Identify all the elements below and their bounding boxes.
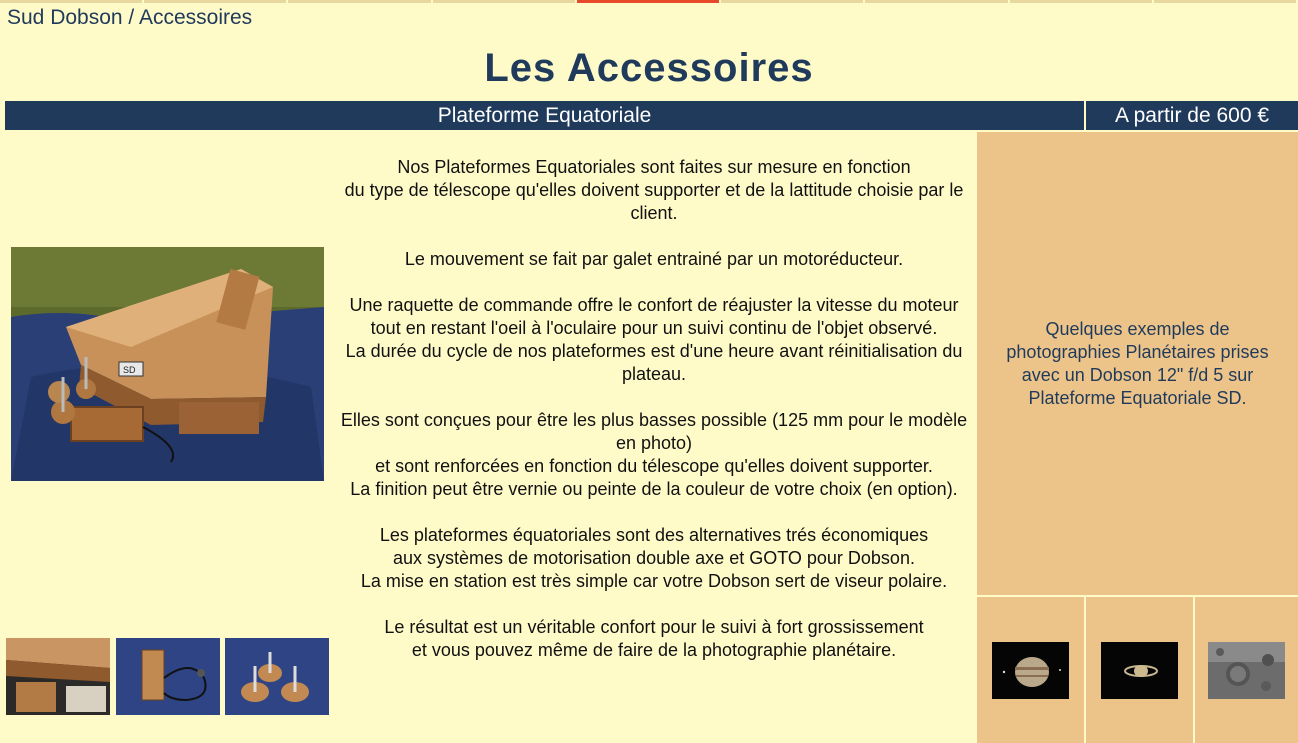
product-price: A partir de 600 € xyxy=(1086,101,1298,130)
description-line: du type de télescope qu'elles doivent supporter et de la lattitude choisie par le client. xyxy=(344,180,964,223)
breadcrumb-current[interactable]: Accessoires xyxy=(138,6,253,29)
description-line: tout en restant l'oeil à l'oculaire pour un suivi continu de l'objet observé. xyxy=(370,318,938,338)
tab-indicator[interactable] xyxy=(1010,0,1154,3)
description-line: Le résultat est un véritable confort pour le suivi à fort grossissement xyxy=(384,617,924,637)
moon-image xyxy=(1208,642,1285,699)
tab-indicator[interactable] xyxy=(1154,0,1298,3)
tab-indicator[interactable] xyxy=(865,0,1009,3)
thumbnail-photo-3[interactable] xyxy=(225,638,329,715)
description-line: Une raquette de commande offre le confort de réajuster la vitesse du moteur xyxy=(349,295,959,315)
thumbnail-photo-2[interactable] xyxy=(116,638,220,715)
breadcrumb xyxy=(7,6,252,30)
description-line: Les plateformes équatoriales sont des alternatives trés économiques xyxy=(379,525,929,545)
saturn-photo[interactable] xyxy=(1101,642,1178,699)
breadcrumb-home-link[interactable]: Sud Dobson xyxy=(7,6,123,29)
top-tab-strip xyxy=(0,0,1298,3)
thumbnail-image xyxy=(116,638,220,715)
tab-indicator[interactable] xyxy=(288,0,432,3)
breadcrumb-separator: / xyxy=(122,6,139,29)
thumbnail-photo-1[interactable] xyxy=(6,638,110,715)
tab-indicator-active[interactable] xyxy=(577,0,721,3)
thumbnail-image xyxy=(225,638,329,715)
page-title: Les Accessoires xyxy=(484,46,814,90)
jupiter-photo[interactable] xyxy=(992,642,1069,699)
thumbnail-image xyxy=(6,638,110,715)
product-description xyxy=(333,156,975,662)
product-header xyxy=(5,101,1298,130)
tab-indicator[interactable] xyxy=(144,0,288,3)
planetary-thumb-cell xyxy=(1086,597,1193,743)
description-line: La durée du cycle de nos plateformes est d'une heure avant réinitialisation du plateau. xyxy=(345,341,963,384)
planetary-thumb-cell xyxy=(977,597,1084,743)
product-name: Plateforme Equatoriale xyxy=(5,101,1084,130)
platform-photo-image xyxy=(11,247,324,481)
description-line: La mise en station est très simple car votre Dobson sert de viseur polaire. xyxy=(360,571,948,591)
description-line: aux systèmes de motorisation double axe et GOTO pour Dobson. xyxy=(393,548,915,568)
product-main-photo[interactable] xyxy=(11,247,324,481)
description-line: Elles sont conçues pour être les plus basses possible (125 mm pour le modèle en photo) xyxy=(340,410,968,453)
description-line: et vous pouvez même de faire de la photographie planétaire. xyxy=(411,640,897,660)
jupiter-image xyxy=(992,642,1069,699)
description-line: Nos Plateformes Equatoriales sont faites sur mesure en fonction xyxy=(397,157,911,177)
tab-indicator[interactable] xyxy=(433,0,577,3)
description-line: et sont renforcées en fonction du télescope qu'elles doivent supporter. xyxy=(375,456,933,476)
planetary-thumbnails xyxy=(977,597,1298,743)
planetary-photos-caption: Quelques exemples de photographies Planétaires prises avec un Dobson 12" f/d 5 sur Plateforme Equatoriale SD. xyxy=(1006,318,1269,408)
saturn-image xyxy=(1101,642,1178,699)
planetary-photos-panel xyxy=(977,132,1298,595)
description-line: La finition peut être vernie ou peinte de la couleur de votre choix (en option). xyxy=(350,479,958,499)
sd-logo: SD xyxy=(123,365,136,375)
description-line: Le mouvement se fait par galet entrainé par un motoréducteur. xyxy=(404,249,904,269)
tab-indicator[interactable] xyxy=(0,0,144,3)
tab-indicator[interactable] xyxy=(721,0,865,3)
planetary-thumb-cell xyxy=(1195,597,1298,743)
moon-crater-photo[interactable] xyxy=(1208,642,1285,699)
